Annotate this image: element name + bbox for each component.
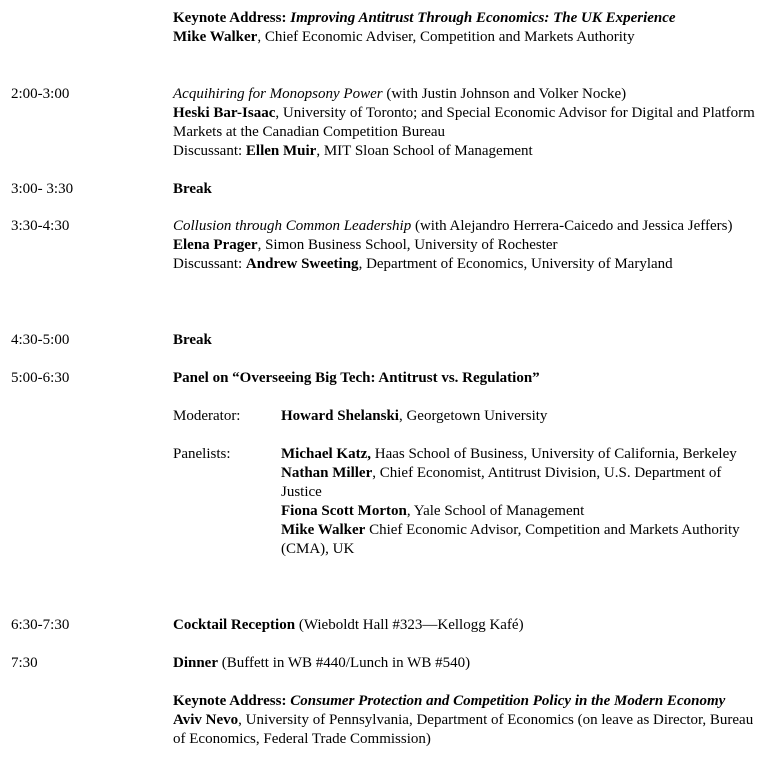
panel-title-text: Panel on “Overseeing Big Tech: Antitrust vs. Regulation” <box>173 370 540 386</box>
dinner-label: Dinner <box>173 655 218 671</box>
break-label: Break <box>173 332 212 348</box>
moderator-name: Howard Shelanski <box>281 408 399 424</box>
panelist-affiliation: Chief Economic Advisor, Competition and Markets Authority (CMA), UK <box>281 522 740 557</box>
coauthors: (with Alejandro Herrera-Caicedo and Jessica Jeffers) <box>411 218 733 234</box>
speaker-affiliation: , Chief Economic Adviser, Competition and Markets Authority <box>257 29 635 45</box>
presenter-affiliation: , Simon Business School, University of Rochester <box>257 237 558 253</box>
break-1 <box>173 180 765 199</box>
session-2 <box>173 217 765 274</box>
discussant-line <box>173 142 765 161</box>
panelist <box>281 445 765 464</box>
speaker-name: Mike Walker <box>173 29 258 45</box>
keynote-1-speaker-line <box>173 28 765 47</box>
speaker-affiliation: , University of Pennsylvania, Department of Economics (on leave as Director, Bureau of Economics, Federal Trade Commission) <box>173 712 754 747</box>
session-1 <box>173 85 765 161</box>
panelist-affiliation: , Chief Economist, Antitrust Division, U.S. Department of Justice <box>281 465 722 500</box>
panelist-name: Michael Katz, <box>281 446 371 462</box>
session-2-title-line <box>173 217 765 236</box>
keynote-label: Keynote Address: <box>173 10 287 26</box>
keynote-title: Consumer Protection and Competition Policy in the Modern Economy <box>290 693 726 709</box>
discussant-label: Discussant: <box>173 256 246 272</box>
moderator-affiliation: , Georgetown University <box>398 408 548 424</box>
keynote-2-heading <box>173 692 765 711</box>
panelist-affiliation: Haas School of Business, University of California, Berkeley <box>370 446 737 462</box>
presenter-affiliation: , University of Toronto; and Special Economic Advisor for Digital and Platform Markets at the Canadian Competition Bureau <box>173 105 755 140</box>
dinner-detail: (Buffett in WB #440/Lunch in WB #540) <box>218 655 471 671</box>
panelists-list <box>281 445 765 559</box>
panelist-name: Mike Walker <box>281 522 366 538</box>
coauthors: (with Justin Johnson and Volker Nocke) <box>382 86 627 102</box>
discussant-affiliation: , MIT Sloan School of Management <box>316 143 533 159</box>
panelist <box>281 521 765 559</box>
panelist-affiliation: , Yale School of Management <box>406 503 585 519</box>
keynote-2 <box>173 692 765 749</box>
keynote-2-speaker-line <box>173 711 765 749</box>
panelists-label: Panelists: <box>173 446 231 462</box>
paper-title: Collusion through Common Leadership <box>173 218 412 234</box>
break-1-time: 3:00- 3:30 <box>11 181 74 197</box>
moderator-label: Moderator: <box>173 408 241 424</box>
presenter-name: Heski Bar-Isaac <box>173 105 276 121</box>
panelist-name: Nathan Miller <box>281 465 373 481</box>
moderator <box>281 407 765 426</box>
discussant-name: Ellen Muir <box>245 143 317 159</box>
panelist <box>281 502 765 521</box>
dinner <box>173 654 765 673</box>
presenter-line <box>173 104 765 142</box>
session-2-time: 3:30-4:30 <box>11 218 70 234</box>
discussant-line <box>173 255 765 274</box>
keynote-title: Improving Antitrust Through Economics: The UK Experience <box>290 10 676 26</box>
presenter-name: Elena Prager <box>173 237 258 253</box>
paper-title: Acquihiring for Monopsony Power <box>173 86 383 102</box>
presenter-line <box>173 236 765 255</box>
panelist <box>281 464 765 502</box>
break-label: Break <box>173 181 212 197</box>
dinner-time: 7:30 <box>11 655 38 671</box>
break-2 <box>173 331 765 350</box>
speaker-name: Aviv Nevo <box>173 712 239 728</box>
discussant-label: Discussant: <box>173 143 246 159</box>
panel-title <box>173 369 765 388</box>
discussant-affiliation: , Department of Economics, University of Maryland <box>358 256 673 272</box>
break-2-time: 4:30-5:00 <box>11 332 70 348</box>
reception-detail: (Wieboldt Hall #323—Kellogg Kafé) <box>295 617 524 633</box>
keynote-1-heading <box>173 9 765 28</box>
panel-time: 5:00-6:30 <box>11 370 70 386</box>
session-1-time: 2:00-3:00 <box>11 86 70 102</box>
keynote-label: Keynote Address: <box>173 693 287 709</box>
panelist-name: Fiona Scott Morton <box>281 503 407 519</box>
reception-label: Cocktail Reception <box>173 617 296 633</box>
keynote-1 <box>173 9 765 47</box>
reception <box>173 616 765 635</box>
session-1-title-line <box>173 85 765 104</box>
discussant-name: Andrew Sweeting <box>245 256 359 272</box>
reception-time: 6:30-7:30 <box>11 617 70 633</box>
